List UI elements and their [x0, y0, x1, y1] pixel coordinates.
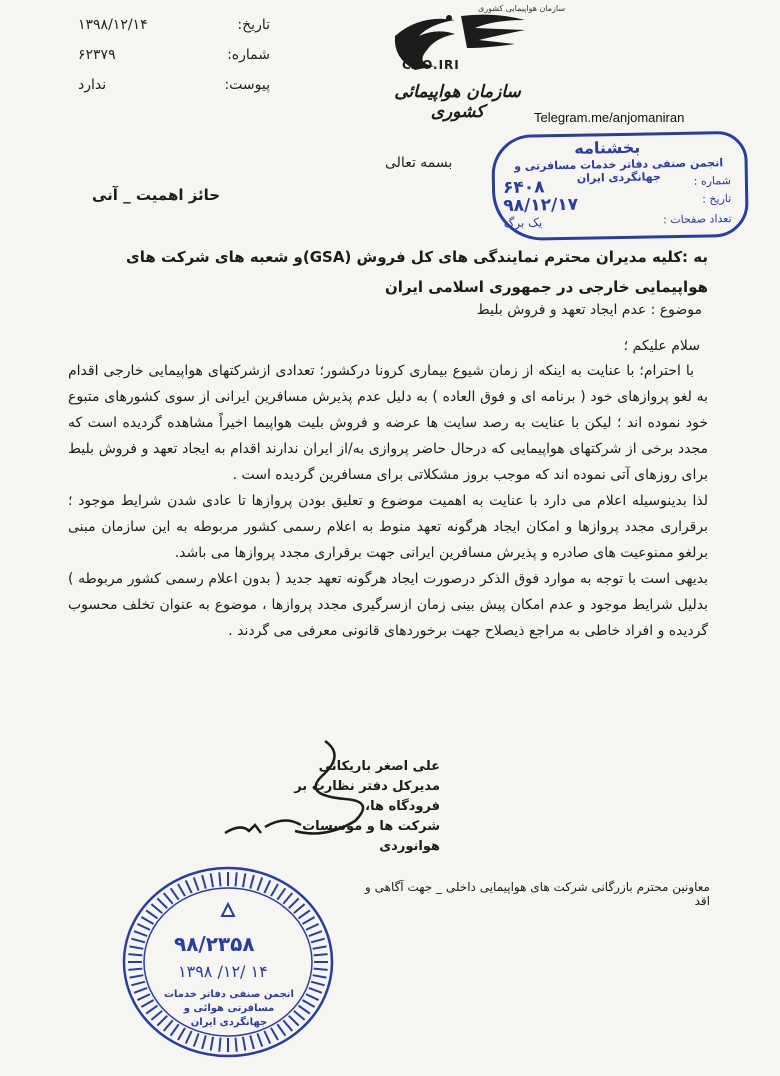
seal-tick [194, 877, 199, 890]
seal-tick [243, 1037, 245, 1051]
seal-tick [311, 939, 325, 943]
seal-tick [309, 931, 322, 936]
meta-date-label: تاریخ: [237, 17, 270, 33]
seal-date: ۱۳۹۸ /۱۲/ ۱۴ [178, 962, 268, 981]
meta-attachment-value: ندارد [78, 77, 107, 93]
seal-tick [141, 1000, 153, 1007]
seal-tick [298, 1006, 309, 1014]
seal-tick [202, 875, 206, 889]
seal-tick [257, 1033, 262, 1046]
seal-tick [131, 982, 145, 986]
recipient-line: به :کلیه مدیران محترم نمایندگی های کل فروش (GSA)و شعبه های شرکت های هواپیمایی خارجی در جمهوری اسلامی ایران [125, 248, 708, 296]
circular-stamp-date-value: ۹۸/۱۲/۱۷ [503, 194, 579, 217]
logo-code: CAO.IRI [402, 58, 460, 72]
seal-tick [137, 994, 150, 1000]
triangle-mark-icon [220, 902, 236, 918]
bismillah: بسمه تعالی [385, 155, 453, 171]
seal-number: ۹۸/۲۳۵۸ [174, 932, 255, 956]
seal-tick [250, 1035, 254, 1049]
circular-stamp-org: انجمن صنفی دفاتر خدمات مسافرتی و جهانگردی ایران [514, 156, 724, 185]
seal-tick [283, 893, 292, 904]
letter-meta [70, 10, 270, 100]
logo-org-name: سازمان هواپیمائی کشوری [394, 82, 521, 122]
seal-tick [264, 1031, 270, 1044]
seal-tick [134, 988, 147, 993]
urgency-label: حائز اهمیت _ آنی [92, 186, 221, 204]
seal-tick [134, 931, 147, 936]
circular-stamp-number-value: ۶۴۰۸ [502, 177, 545, 199]
body-paragraph-1: با احترام؛ با عنایت به اینکه از زمان شیوع بیماری کرونا درکشور؛ تعدادی ازشرکتهای هواپیمایی خارجی اقدام به لغو پروازهای خود ( برنامه ای و فوق العاده ) به دلیل عدم پذیرش مسافرین ایرانی از سوی کشورهای متبوع خود نموده اند ؛ لیکن با عنایت به رصد سایت ها عرضه و فروش بلیت هواپیما اخیراً مشاهده گردیده است که مجدد برخی از شرکتهای هواپیمایی که درحال حاضر پروازی به/از ایران ندارند اقدام به ایجاد تعهد و فروش بلیط برای روزهای آتی نموده اند که موجب بروز مشکلاتی برای مسافرین گردیده است . [68, 363, 708, 483]
seal-tick [219, 872, 220, 886]
seal-tick [186, 880, 192, 893]
round-seal [118, 862, 338, 1062]
seal-tick [128, 969, 142, 970]
seal-tick [171, 888, 179, 899]
seal-tick [264, 880, 270, 893]
seal-tick [294, 904, 305, 913]
seal-tick [306, 924, 319, 930]
meta-date-row [70, 10, 270, 40]
body-paragraph-3: بدیهی است با توجه به موارد فوق الذکر درصورت ایجاد هرگونه تعهد جدید ( بدون اعلام رسمی کشور مربوطه ) بدلیل شرایط موجود و عدم امکان پیش بینی زمان ازسرگیری مجدد پروازها ، موضوع به عنوان تخلف محسوب گردیده و افراد خاطی به مراجع ذیصلاح جهت برخوردهای قانونی معرفی می گردند . [68, 571, 708, 639]
circular-stamp [491, 131, 749, 241]
meta-attachment-row [70, 70, 270, 100]
seal-tick [137, 924, 150, 930]
seal-tick [302, 1000, 314, 1007]
seal-tick [164, 893, 173, 904]
meta-number-value: ۶۲۳۷۹ [78, 47, 116, 63]
circular-stamp-pages-value: یک برگ [503, 215, 543, 231]
seal-tick [211, 873, 213, 887]
seal-tick [271, 884, 278, 896]
seal-tick [306, 994, 319, 1000]
subject-line: موضوع : عدم ایجاد تعهد و فروش بلیط [476, 302, 702, 318]
seal-tick [294, 1011, 305, 1020]
logo-small-text: سازمان هواپیمایی کشوری [478, 4, 566, 13]
seal-tick [235, 1038, 236, 1052]
seal-tick [235, 872, 236, 886]
seal-tick [186, 1031, 192, 1044]
seal-tick [257, 877, 262, 890]
seal-tick [157, 898, 167, 908]
telegram-link[interactable]: Telegram.me/anjomaniran [534, 110, 685, 125]
seal-tick [178, 884, 185, 896]
seal-tick [141, 917, 153, 924]
meta-number-row [70, 40, 270, 70]
seal-tick [130, 946, 144, 948]
circular-stamp-date-label: تاریخ : [702, 192, 732, 206]
seal-tick [289, 898, 299, 908]
signer-name: علی اصغر باریکانی [318, 759, 440, 774]
meta-attachment-label: پیوست: [224, 77, 270, 93]
letter-body [68, 358, 708, 644]
seal-tick [202, 1035, 206, 1049]
greeting: سلام علیکم ؛ [623, 338, 700, 354]
seal-tick [313, 946, 327, 948]
seal-tick [298, 910, 309, 918]
body-paragraph-2: لذا بدینوسیله اعلام می دارد با عنایت به اهمیت موضوع و تعلیق بودن پروازها تا عادی شدن شرایط موجود ؛ برقراری مجدد پروازها و امکان ایجاد هرگونه تعهد منوط به اعلام رسمی کشور مربوطه به این سازمان مبنی برلغو ممنوعیت های صادره و پذیرش مسافرین ایرانی جهت برقراری مجدد پروازها می باشد. [68, 493, 708, 561]
seal-tick [131, 939, 145, 943]
circular-stamp-title: بخشنامه [574, 137, 641, 158]
seal-org: انجمن صنفی دفاتر خدمات مسافرتی هوائی و جهانگردی ایران [164, 989, 294, 1028]
meta-number-label: شماره: [227, 47, 270, 63]
seal-tick [151, 1011, 162, 1020]
circular-stamp-number-label: شماره : [693, 174, 732, 188]
seal-tick [311, 982, 325, 986]
seal-tick [309, 988, 322, 993]
seal-tick [314, 969, 328, 970]
meta-date-value: ۱۳۹۸/۱۲/۱۴ [78, 17, 148, 33]
seal-tick [211, 1037, 213, 1051]
seal-tick [128, 954, 142, 955]
seal-tick [314, 954, 328, 955]
seal-tick [243, 873, 245, 887]
seal-tick [151, 904, 162, 913]
circular-stamp-pages-row [504, 212, 732, 230]
seal-tick [302, 917, 314, 924]
seal-tick [194, 1033, 199, 1046]
seal-tick [146, 910, 157, 918]
signer-block [270, 757, 440, 857]
signer-title-1: مدیرکل دفتر نظارت بر فرودگاه ها، [294, 779, 440, 814]
seal-tick [313, 975, 327, 977]
cc-line: معاونین محترم بازرگانی شرکت های هواپیمایی داخلی _ جهت آگاهی و اقد [365, 880, 710, 908]
seal-tick [250, 875, 254, 889]
signer-title-2: شرکت ها و موسسات هوانوردی [302, 819, 440, 854]
circular-stamp-pages-label: تعداد صفحات : [662, 212, 732, 227]
seal-tick [219, 1038, 220, 1052]
seal-tick [277, 888, 285, 899]
seal-tick [130, 975, 144, 977]
seal-tick [146, 1006, 157, 1014]
